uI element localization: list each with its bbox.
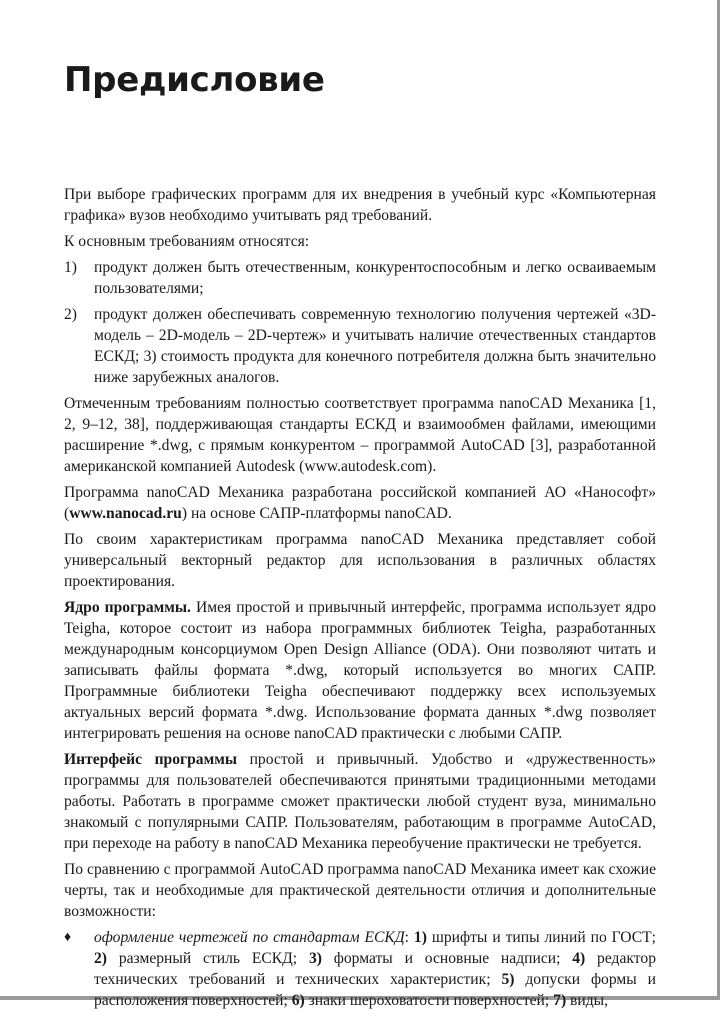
list-marker: 2) <box>64 306 77 323</box>
bullet-text-1: шрифты и типы линий по ГОСТ; <box>426 929 657 946</box>
paragraph-7-lead: Интерфейс программы <box>64 751 237 768</box>
paragraph-4-before: Программа nanoCAD Механика разработана российской компанией АО «Нанософт» ( <box>64 484 656 522</box>
list-item-text: продукт должен обеспечивать современную технологию получения чертежей «3D-модель – 2D-модель – 2D-чертеж» и учитывать наличие отечественных стандартов ЕСКД; 3) стоимость продукта для конечного потребителя должна быть значительно ниже зарубежных аналогов. <box>94 306 656 386</box>
paragraph-8: По сравнению с программой AutoCAD программа nanoCAD Механика имеет как схожие черты, так и необходимые для практической деятельности отличия и дополнительные возможности: <box>64 861 656 920</box>
bullet-text-6: знаки шероховатости поверхностей; <box>304 992 554 1009</box>
body-text <box>64 184 656 1011</box>
paragraph-7 <box>64 749 656 854</box>
bullet-num-6: 6) <box>291 992 305 1009</box>
bullet-text-4: редактор технических требований и технических характеристик; <box>94 950 656 988</box>
list-item-2 <box>64 304 656 388</box>
bullet-text-3: форматы и основные надписи; <box>321 950 573 967</box>
paragraph-6-text: Имея простой и привычный интерфейс, программа использует ядро Teigha, которое состоит из набора программных библиотек Teigha, разработанных международным консорциумом Open Design Alliance (ODA). Они позволяют читать и записывать файлы формата *.dwg, который используется во многих САПР. Программные библиотеки Teigha обеспечивают поддержку всех используемых актуальных версий формата *.dwg. Использование формата данных *.dwg позволяет интегрировать решения на основе nanoCAD практически с любыми САПР. <box>64 599 656 742</box>
page-title: Предисловие <box>64 60 325 100</box>
paragraph-5: По своим характеристикам программа nanoCAD Механика представляет собой универсальный векторный редактор для использования в различных областях проектирования. <box>64 531 656 590</box>
paragraph-6 <box>64 597 656 744</box>
paragraph-3: Отмеченным требованиям полностью соответствует программа nanoCAD Механика [1, 2, 9–12, 38], поддерживающая стандарты ЕСКД и взаимообмен файлами, имеющими расширение *.dwg, с прямым конкурентом – программой AutoCAD [3], разработанной американской компанией Autodesk (www.autodesk.com). <box>64 395 656 475</box>
paragraph-6-lead: Ядро программы. <box>64 599 191 616</box>
bullet-item <box>64 927 656 1011</box>
bullet-text-2: размерный стиль ЕСКД; <box>107 950 309 967</box>
bullet-num-5: 5) <box>501 971 515 988</box>
paragraph-7-text: простой и привычный. Удобство и «дружественность» программы для пользователей обеспечиваются принятыми традиционными методами работы. Работать в программе сможет практически любой студент вуза, минимально знакомый с популярными САПР. Пользователям, работающим в программе AutoCAD, при переходе на работу в nanoCAD Механика переобучение практически не требуется. <box>64 751 656 852</box>
page-content <box>64 60 656 1011</box>
paragraph-1: При выборе графических программ для их внедрения в учебный курс «Компьютерная графика» вузов необходимо учитывать ряд требований. <box>64 186 656 224</box>
bullet-num-7: 7) <box>553 992 567 1009</box>
bullet-colon: : <box>404 929 414 946</box>
bullet-num-3: 3) <box>308 950 322 967</box>
bullet-num-2: 2) <box>94 950 107 967</box>
paragraph-4-after: ) на основе САПР-платформы nanoCAD. <box>181 505 452 522</box>
bullet-lead: оформление чертежей по стандартам ЕСКД <box>94 929 405 946</box>
list-item-text: продукт должен быть отечественным, конкурентоспособным и легко осваиваемым пользователями; <box>94 259 656 297</box>
bullet-text-5: допуски формы и расположения поверхностей; <box>94 971 656 1009</box>
paragraph-2: К основным требованиям относятся: <box>64 233 310 250</box>
nanocad-link[interactable]: www.nanocad.ru <box>69 505 182 522</box>
paragraph-4 <box>64 482 656 524</box>
list-marker: 1) <box>64 259 77 276</box>
diamond-bullet-icon: ♦ <box>64 930 72 945</box>
bullet-num-4: 4) <box>572 950 586 967</box>
list-item-1 <box>64 257 656 299</box>
bullet-text-7: виды, <box>566 992 609 1009</box>
bullet-num-1: 1) <box>413 929 427 946</box>
